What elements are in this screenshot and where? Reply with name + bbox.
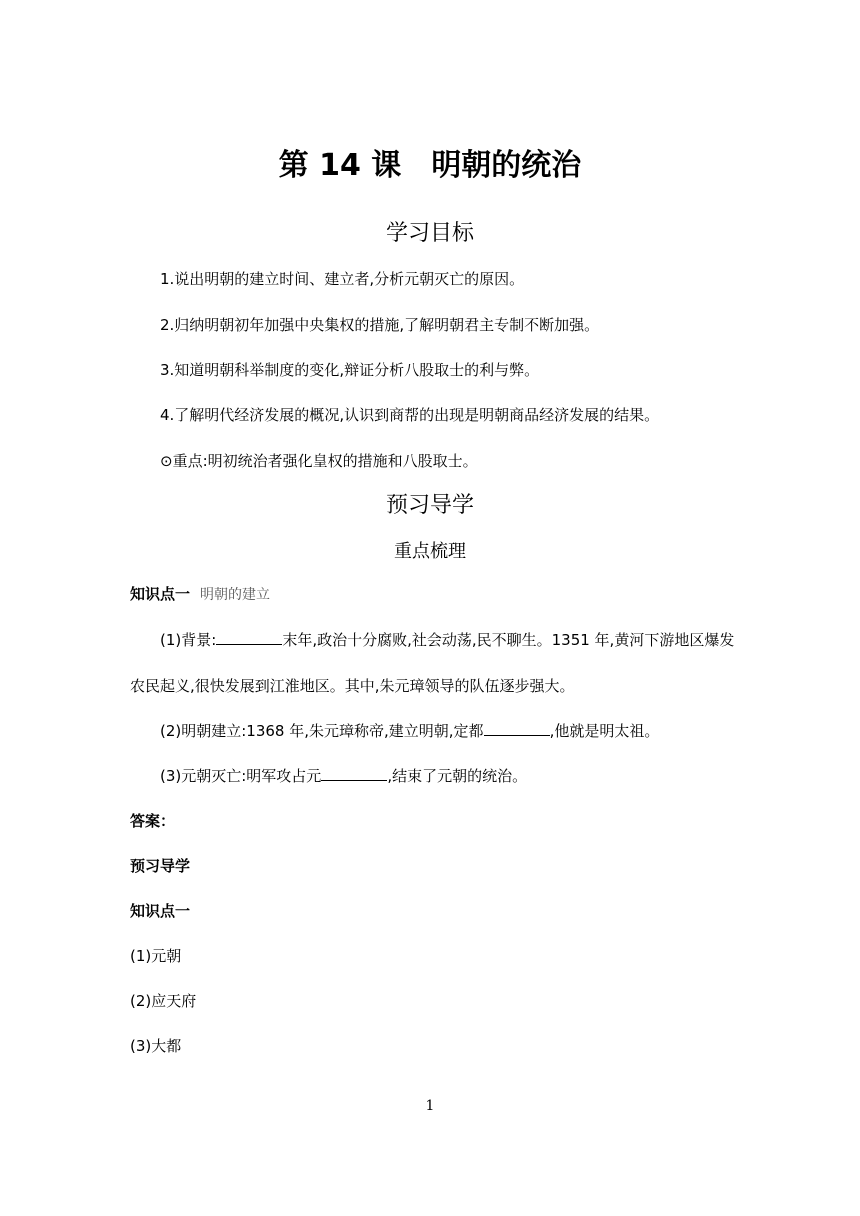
paragraph-founding <box>160 720 659 741</box>
knowledge-point-name: 明朝的建立 <box>200 587 271 603</box>
page-title <box>0 140 860 184</box>
objectives-heading: 学习目标 <box>385 221 474 246</box>
paragraph-prefix: (1)背景: <box>160 631 217 649</box>
fill-blank[interactable] <box>321 766 387 781</box>
lesson-number: 第 14 课 <box>278 148 402 183</box>
paragraph-suffix: 末年,政治十分腐败,社会动荡,民不聊生。1351 年,黄河下游地区爆发 <box>282 631 735 649</box>
paragraph-fall <box>160 765 527 786</box>
paragraph-suffix: ,他就是明太祖。 <box>549 722 660 740</box>
answer-1: (1)元朝 <box>130 947 182 965</box>
paragraph-background-continued: 农民起义,很快发展到江淮地区。其中,朱元璋领导的队伍逐步强大。 <box>130 677 575 695</box>
answer-2: (2)应天府 <box>130 992 197 1010</box>
knowledge-point-tag: 知识点一 <box>130 585 191 603</box>
paragraph-prefix: (2)明朝建立:1368 年,朱元璋称帝,建立明朝,定都 <box>160 722 484 740</box>
preview-heading: 预习导学 <box>385 493 474 518</box>
fill-blank[interactable] <box>216 630 282 645</box>
fill-blank[interactable] <box>484 721 550 736</box>
answers-heading: 答案： <box>130 812 176 830</box>
preview-subheading: 重点梳理 <box>394 541 466 562</box>
knowledge-point-1-header <box>130 583 270 604</box>
paragraph-prefix: (3)元朝灭亡:明军攻占元 <box>160 767 322 785</box>
objective-1: 1.说出明朝的建立时间、建立者,分析元朝灭亡的原因。 <box>160 270 525 288</box>
objective-2: 2.归纳明朝初年加强中央集权的措施,了解明朝君主专制不断加强。 <box>160 316 600 334</box>
paragraph-background <box>160 629 734 650</box>
objective-4: 4.了解明代经济发展的概况,认识到商帮的出现是明朝商品经济发展的结果。 <box>160 406 660 424</box>
objective-3: 3.知道明朝科举制度的变化,辩证分析八股取士的利与弊。 <box>160 361 540 379</box>
answer-3: (3)大都 <box>130 1037 182 1055</box>
answers-section: 预习导学 <box>130 857 191 875</box>
paragraph-suffix: ,结束了元朝的统治。 <box>387 767 528 785</box>
page-number: 1 <box>425 1098 435 1114</box>
lesson-name: 明朝的统治 <box>431 148 582 183</box>
answers-knowledge-point: 知识点一 <box>130 902 191 920</box>
key-point: ⊙重点:明初统治者强化皇权的措施和八股取士。 <box>160 452 478 470</box>
